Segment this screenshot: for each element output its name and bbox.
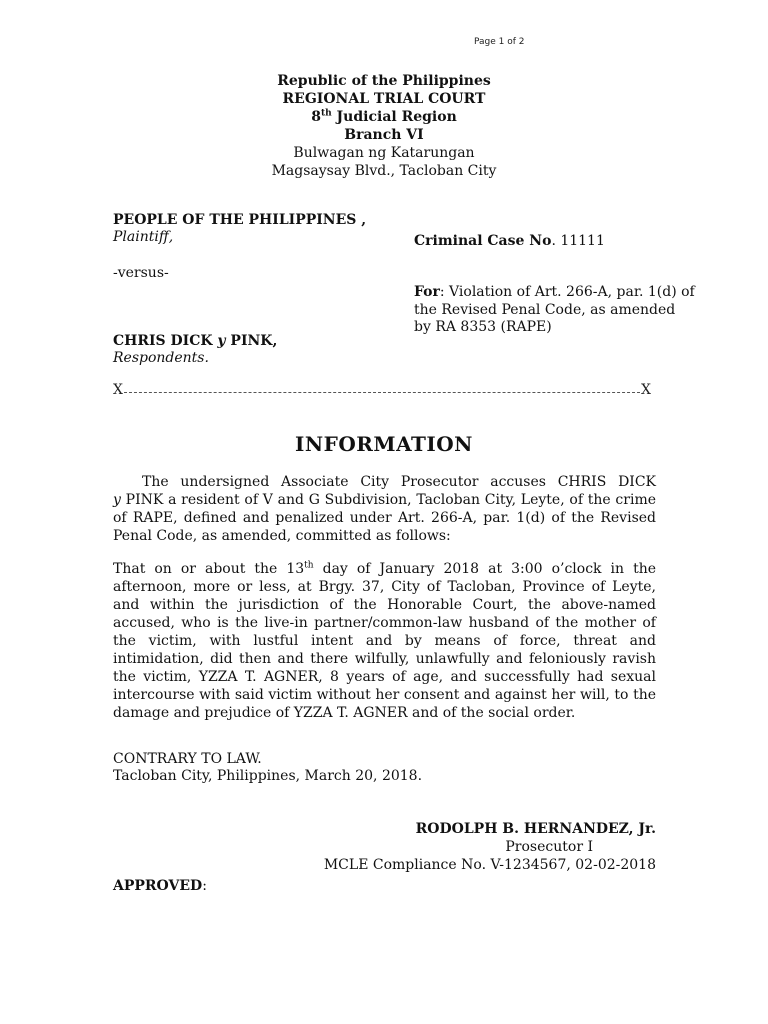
page-number: Page 1 of 2 <box>474 37 525 47</box>
header-address: Magsaysay Blvd., Tacloban City <box>271 163 497 179</box>
region-number: 8 <box>311 109 321 125</box>
divider-dashes <box>124 392 640 393</box>
prosecutor-position: Prosecutor I <box>505 839 593 855</box>
approved-label <box>113 877 207 895</box>
region-suffix: th <box>320 108 332 119</box>
paragraph-facts <box>113 560 656 722</box>
header-court: REGIONAL TRIAL COURT <box>282 91 486 107</box>
divider-left-x: X <box>113 382 123 398</box>
signature-block <box>300 820 656 874</box>
divider-right-x: X <box>641 382 651 398</box>
header-republic: Republic of the Philippines <box>277 73 491 89</box>
facts-text-a: That on or about the 13 <box>113 561 305 577</box>
contrary-to-law: CONTRARY TO LAW. <box>113 751 262 767</box>
case-number-value: . 11111 <box>551 233 605 249</box>
prosecutor-name: RODOLPH B. HERNANDEZ, Jr. <box>415 821 656 837</box>
plaintiff-comma: , <box>361 212 367 228</box>
respondent-name <box>113 332 277 350</box>
respondent-role: Respondents. <box>113 350 209 366</box>
facts-text-b: day of January 2018 at 3:00 o’clock in the afternoon, more or less, at Brgy. 37, City of Tacloban, Province of Leyte, and within the jurisdiction of the Honorable Court, the above-named accused, who is the live-in partner/common-law husband of the mother of the victim, with lustful intent and by means of force, threat and intimidation, did then and there wilfully, unlawfully and feloniously ravish the victim, YZZA T. AGNER, 8 years of age, and successfully had sexual intercourse with said victim without her consent and against her will, to the damage and prejudice of YZZA T. AGNER and of the social order. <box>113 561 656 721</box>
plaintiff-role: Plaintiff, <box>113 229 174 245</box>
case-number <box>414 232 605 250</box>
case-label: Criminal Case No <box>414 233 552 249</box>
respondent-name-b: PINK, <box>225 333 278 349</box>
header-region <box>0 108 768 126</box>
mcle-compliance: MCLE Compliance No. V-1234567, 02-02-2018 <box>323 857 656 873</box>
caption-divider <box>113 381 651 399</box>
paragraph-accusation <box>113 473 656 545</box>
region-text: Judicial Region <box>331 109 457 125</box>
header-building: Bulwagan ng Katarungan <box>293 145 475 161</box>
respondent-name-a: CHRIS DICK <box>113 333 218 349</box>
facts-day-suffix: th <box>304 560 314 571</box>
for-text: : Violation of Art. 266-A, par. 1(d) of <box>439 284 695 300</box>
accusation-y: y <box>113 492 121 508</box>
charge-line2: the Revised Penal Code, as amended <box>414 302 676 318</box>
plaintiff-name <box>113 211 366 229</box>
for-label: For <box>414 284 440 300</box>
respondent-name-y: y <box>217 333 226 349</box>
approved-text: APPROVED <box>113 878 203 894</box>
court-header <box>0 72 768 180</box>
versus-label: -versus- <box>113 265 169 281</box>
accusation-first-line: The undersigned Associate City Prosecutor accuses CHRIS DICK <box>142 474 656 490</box>
charge-line3: by RA 8353 (RAPE) <box>414 319 552 335</box>
accusation-text: PINK a resident of V and G Subdivision, Tacloban City, Leyte, of the crime of RAPE, defined and penalized under Art. 266-A, par. 1(d) of the Revised Penal Code, as amended, committed as follows: <box>113 492 656 544</box>
approved-colon: : <box>202 878 207 894</box>
document-title: INFORMATION <box>295 432 473 456</box>
plaintiff-name-text: PEOPLE OF THE PHILIPPINES <box>113 212 357 228</box>
charge-line1 <box>414 283 695 301</box>
header-branch: Branch VI <box>344 127 424 143</box>
accusation-rest <box>113 491 656 545</box>
place-date: Tacloban City, Philippines, March 20, 2018. <box>113 768 423 784</box>
